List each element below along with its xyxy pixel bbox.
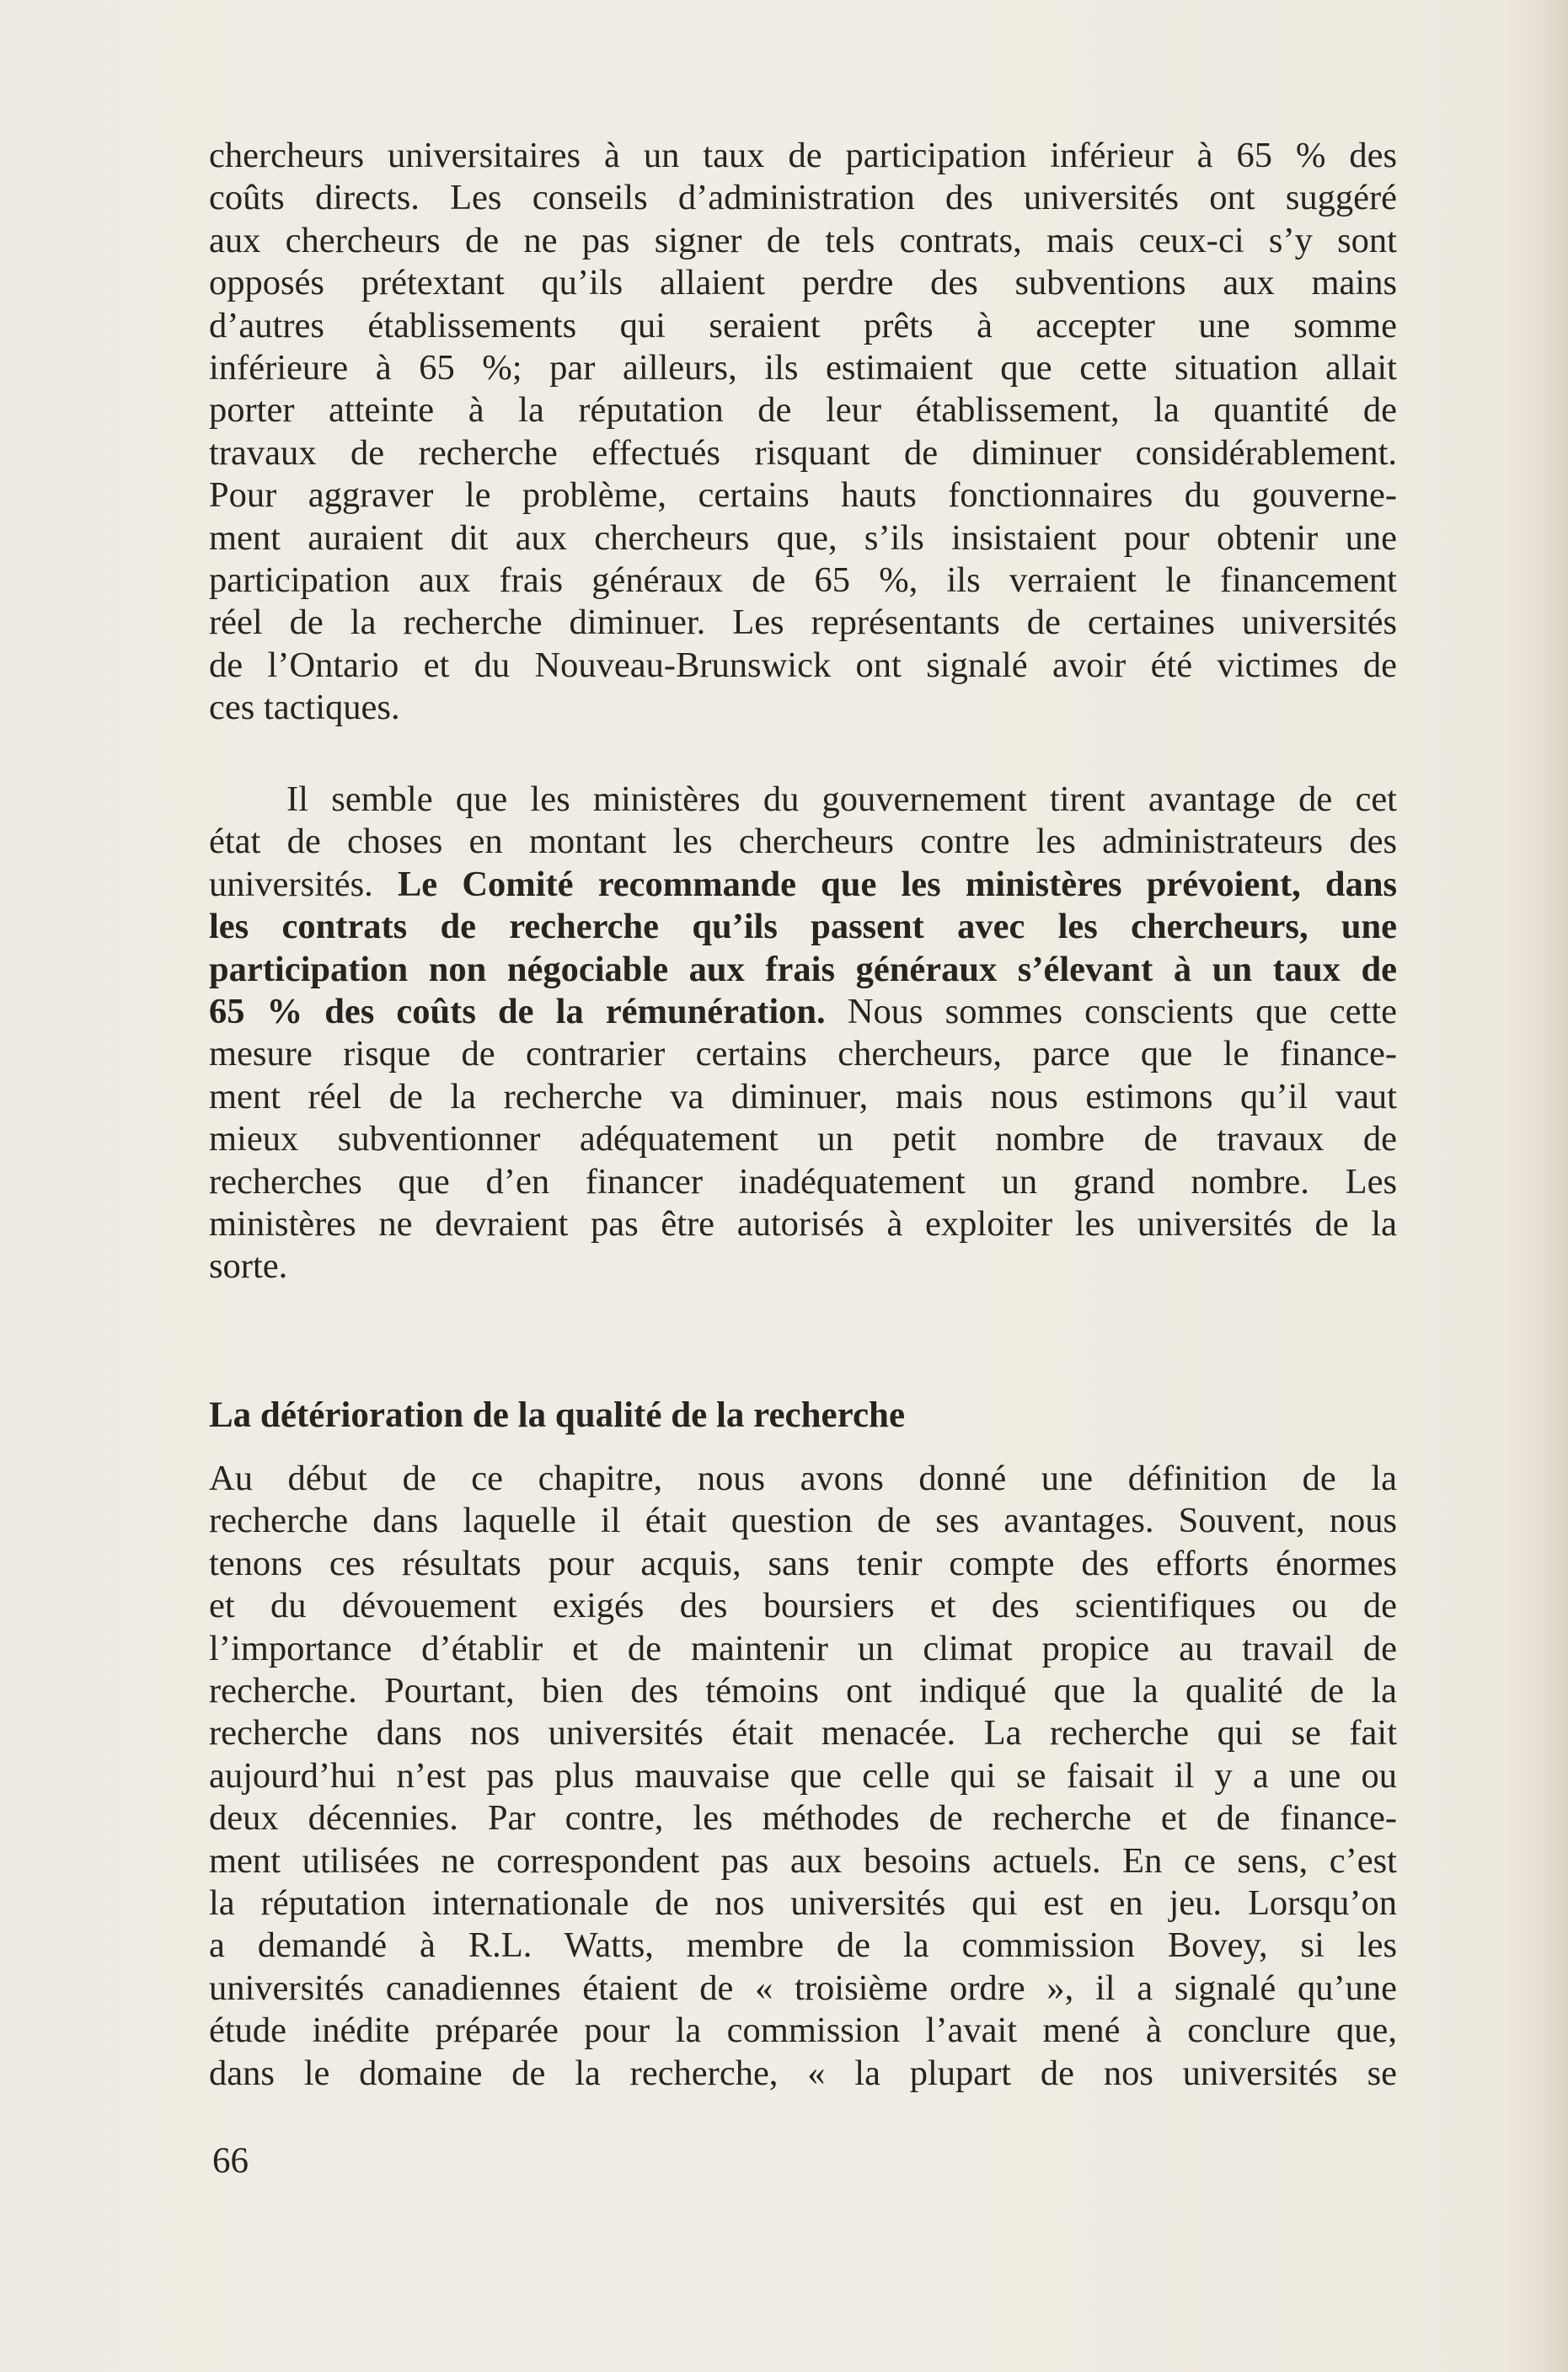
text-line: a demandé à R.L. Watts, membre de la commission Bovey, si les bbox=[209, 1925, 1397, 1966]
section-heading: La détérioration de la qualité de la recherche bbox=[209, 1395, 906, 1435]
text-line: Pour aggraver le problème, certains hauts fonctionnaires du gouverne- bbox=[209, 475, 1397, 516]
text-line: la réputation internationale de nos universités qui est en jeu. Lorsqu’on bbox=[209, 1883, 1397, 1924]
text-line: recherche dans laquelle il était question de ses avantages. Souvent, nous bbox=[209, 1501, 1397, 1541]
paragraph-research-quality bbox=[209, 1458, 1397, 2095]
text-line: ment utilisées ne correspondent pas aux besoins actuels. En ce sens, c’est bbox=[209, 1840, 1397, 1881]
text-line: réel de la recherche diminuer. Les représentants de certaines universités bbox=[209, 602, 1397, 643]
text-line: coûts directs. Les conseils d’administration des universités ont suggéré bbox=[209, 178, 1397, 218]
recommendation-text: Le Comité recommande que les ministères prévoient, dans bbox=[397, 864, 1397, 904]
text-line: chercheurs universitaires à un taux de participation inférieur à 65 % des bbox=[209, 136, 1397, 175]
text-line: ces tactiques. bbox=[209, 688, 400, 728]
paragraph-overhead-contracts bbox=[209, 135, 1397, 730]
text-line: deux décennies. Par contre, les méthodes de recherche et de finance- bbox=[209, 1798, 1397, 1839]
text-line: Au début de ce chapitre, nous avons donné une définition de la bbox=[209, 1459, 1397, 1498]
paragraph-committee-recommendation bbox=[209, 779, 1397, 1288]
text-line: participation aux frais généraux de 65 %, ils verraient le financement bbox=[209, 560, 1397, 601]
text-line: d’autres établissements qui seraient prêts à accepter une somme bbox=[209, 305, 1397, 345]
text-line: dans le domaine de la recherche, « la plupart de nos universités se bbox=[209, 2053, 1397, 2093]
text-line: aux chercheurs de ne pas signer de tels contrats, mais ceux-ci s’y sont bbox=[209, 220, 1397, 260]
recommendation-text: 65 % des coûts de la rémunération. bbox=[209, 992, 826, 1032]
text-line: tenons ces résultats pour acquis, sans tenir compte des efforts énormes bbox=[209, 1543, 1397, 1583]
text-line: recherche. Pourtant, bien des témoins ont indiqué que la qualité de la bbox=[209, 1671, 1397, 1711]
text-span: Nous sommes conscients que cette bbox=[825, 992, 1397, 1032]
text-line: mieux subventionner adéquatement un petit nombre de travaux de bbox=[209, 1119, 1397, 1159]
page-number: 66 bbox=[212, 2141, 249, 2181]
text-line: Il semble que les ministères du gouvernement tirent avantage de cet bbox=[286, 779, 1397, 819]
text-line: travaux de recherche effectués risquant de diminuer considérablement. bbox=[209, 432, 1397, 473]
text-line: et du dévouement exigés des boursiers et des scientifiques ou de bbox=[209, 1586, 1397, 1626]
text-line: état de choses en montant les chercheurs contre les administrateurs des bbox=[209, 822, 1397, 862]
recommendation-text: les contrats de recherche qu’ils passent avec les chercheurs, une bbox=[209, 907, 1397, 947]
text-line: de l’Ontario et du Nouveau-Brunswick ont signalé avoir été victimes de bbox=[209, 645, 1397, 685]
text-span: universités. bbox=[209, 864, 398, 904]
text-line: sorte. bbox=[209, 1246, 288, 1287]
recommendation-text: participation non négociable aux frais généraux s’élevant à un taux de bbox=[209, 949, 1397, 989]
text-line: recherche dans nos universités était menacée. La recherche qui se fait bbox=[209, 1713, 1397, 1754]
text-line bbox=[209, 864, 1397, 906]
text-line: ment auraient dit aux chercheurs que, s’ils insistaient pour obtenir une bbox=[209, 517, 1397, 558]
text-line: aujourd’hui n’est pas plus mauvaise que celle qui se faisait il y a une ou bbox=[209, 1755, 1397, 1796]
text-line: inférieure à 65 %; par ailleurs, ils estimaient que cette situation allait bbox=[209, 348, 1397, 388]
text-line: mesure risque de contrarier certains chercheurs, parce que le finance- bbox=[209, 1034, 1397, 1074]
text-line bbox=[209, 991, 1397, 1033]
text-line: ministères ne devraient pas être autorisés à exploiter les universités de la bbox=[209, 1204, 1397, 1245]
text-line: recherches que d’en financer inadéquatement un grand nombre. Les bbox=[209, 1161, 1397, 1202]
text-line: opposés prétextant qu’ils allaient perdre des subventions aux mains bbox=[209, 263, 1397, 303]
text-line: ment réel de la recherche va diminuer, mais nous estimons qu’il vaut bbox=[209, 1076, 1397, 1116]
text-line: l’importance d’établir et de maintenir un climat propice au travail de bbox=[209, 1628, 1397, 1668]
text-line: porter atteinte à la réputation de leur établissement, la quantité de bbox=[209, 390, 1397, 431]
text-line: étude inédite préparée pour la commission l’avait mené à conclure que, bbox=[209, 2011, 1397, 2051]
text-line: universités canadiennes étaient de « troisième ordre », il a signalé qu’une bbox=[209, 1968, 1397, 2008]
